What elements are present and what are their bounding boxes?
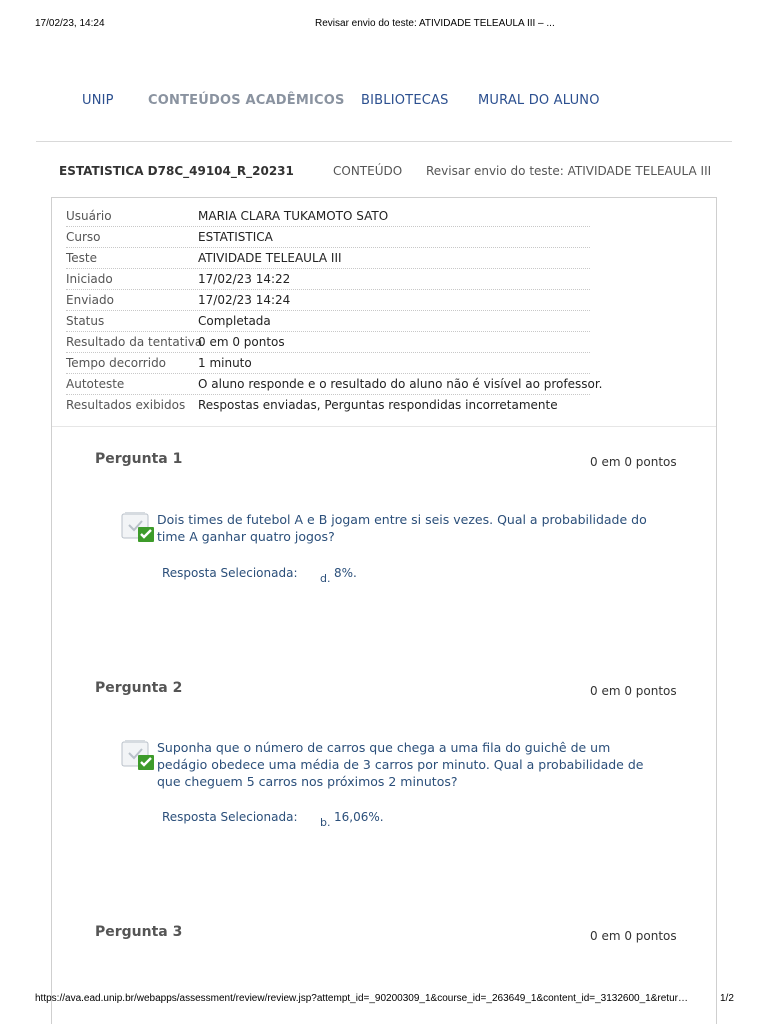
question-text: Dois times de futebol A e B jogam entre si seis vezes. Qual a probabilidade do time A ganhar quatro jogos?: [157, 512, 647, 544]
question-title: Pergunta 3: [95, 924, 183, 940]
question-title: Pergunta 2: [95, 680, 183, 696]
info-value: 17/02/23 14:24: [198, 293, 291, 307]
print-url: https://ava.ead.unip.br/webapps/assessment/review/review.jsp?attempt_id=_90200309_1&course_id=_263649_1&content_id=_3132600_1&retur…: [35, 993, 688, 1004]
print-title: Revisar envio do teste: ATIVIDADE TELEAULA III – ...: [315, 18, 555, 29]
nav-conteudos-academicos[interactable]: CONTEÚDOS ACADÊMICOS: [148, 93, 345, 108]
info-value: MARIA CLARA TUKAMOTO SATO: [198, 209, 389, 223]
breadcrumb-course[interactable]: ESTATISTICA D78C_49104_R_20231: [59, 164, 294, 178]
info-label: Tempo decorrido: [66, 356, 167, 370]
info-value: Completada: [198, 314, 271, 328]
info-label: Status: [66, 314, 105, 328]
question-points: 0 em 0 pontos: [590, 684, 677, 698]
info-label: Teste: [66, 251, 98, 265]
response-value: 16,06%.: [334, 810, 384, 824]
nav-divider: [36, 141, 732, 142]
breadcrumb-content[interactable]: CONTEÚDO: [333, 164, 403, 178]
response-label: Resposta Selecionada:: [162, 810, 298, 824]
info-label: Resultado da tentativa: [66, 335, 203, 349]
correct-check-icon: [121, 511, 155, 541]
info-value: 1 minuto: [198, 356, 252, 370]
nav-bibliotecas[interactable]: BIBLIOTECAS: [361, 93, 449, 108]
question-points: 0 em 0 pontos: [590, 455, 677, 469]
nav-unip[interactable]: UNIP: [82, 93, 114, 108]
breadcrumb-page: Revisar envio do teste: ATIVIDADE TELEAULA III: [426, 164, 712, 178]
response-label: Resposta Selecionada:: [162, 566, 298, 580]
info-value: 17/02/23 14:22: [198, 272, 291, 286]
response-value: 8%.: [334, 566, 357, 580]
nav-mural-do-aluno[interactable]: MURAL DO ALUNO: [478, 93, 600, 108]
print-page-number: 1/2: [720, 993, 734, 1004]
question-points: 0 em 0 pontos: [590, 929, 677, 943]
info-row-iniciado: [66, 269, 590, 290]
info-label: Curso: [66, 230, 101, 244]
question-text: Suponha que o número de carros que chega a uma fila do guichê de um pedágio obedece uma média de 3 carros por minuto. Qual a probabilidade de que cheguem 5 carros nos próximos 2 minutos?: [157, 740, 644, 789]
info-label: Iniciado: [66, 272, 113, 286]
info-label: Usuário: [66, 209, 112, 223]
info-label: Resultados exibidos: [66, 398, 186, 412]
info-row-usuario: [66, 206, 590, 227]
info-label: Enviado: [66, 293, 114, 307]
info-row-tempo: [66, 353, 590, 374]
info-row-autoteste: [66, 374, 603, 395]
info-row-curso: [66, 227, 590, 248]
question-title: Pergunta 1: [95, 451, 183, 467]
info-row-teste: [66, 248, 590, 269]
info-label: Autoteste: [66, 377, 125, 391]
info-value: O aluno responde e o resultado do aluno não é visível ao professor.: [198, 377, 603, 391]
info-row-resultado: [66, 332, 590, 353]
correct-check-icon: [121, 739, 155, 769]
response-letter: b.: [320, 816, 331, 829]
info-row-enviado: [66, 290, 590, 311]
response-letter: d.: [320, 572, 331, 585]
info-value: Respostas enviadas, Perguntas respondidas incorretamente: [198, 398, 558, 412]
info-value: 0 em 0 pontos: [198, 335, 285, 349]
info-value: ESTATISTICA: [198, 230, 273, 244]
print-datetime: 17/02/23, 14:24: [35, 18, 105, 29]
info-row-resultados-exibidos: [66, 395, 590, 415]
info-value: ATIVIDADE TELEAULA III: [198, 251, 342, 265]
info-row-status: [66, 311, 590, 332]
